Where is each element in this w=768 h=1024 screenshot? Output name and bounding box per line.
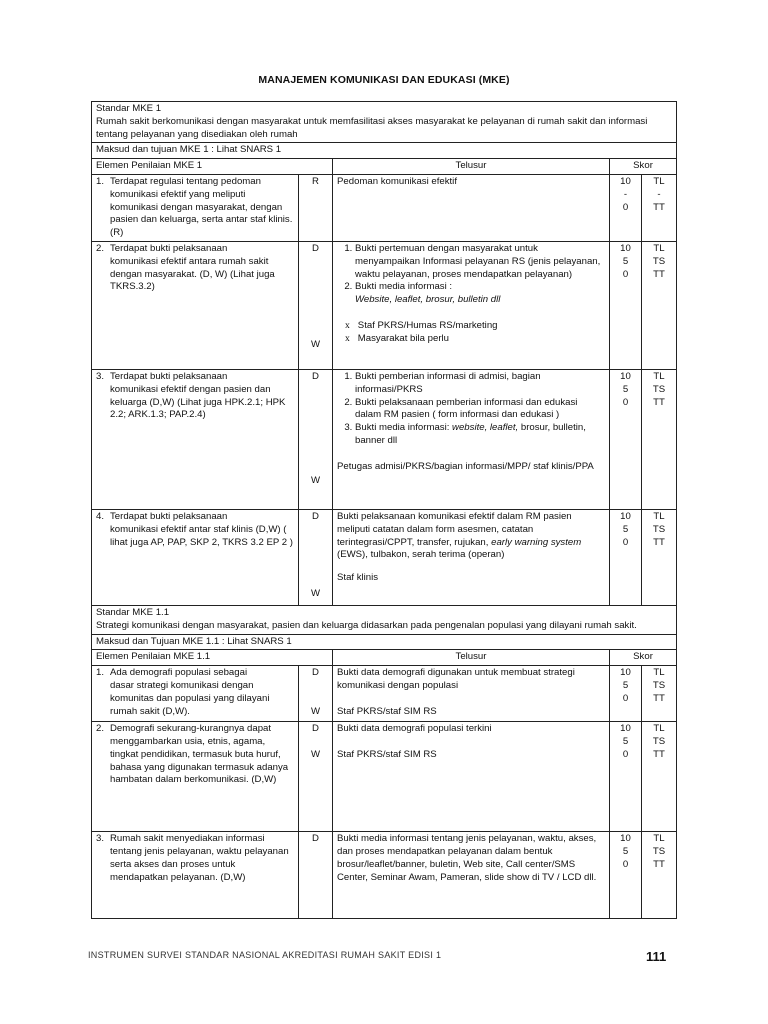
standard-row (92, 102, 677, 143)
code-cell (299, 369, 333, 509)
code-w: W (310, 705, 321, 717)
telusur-item: Staf PKRS/staf SIM RS (337, 705, 437, 717)
footer-text: INSTRUMEN SURVEI STANDAR NASIONAL AKREDITASI RUMAH SAKIT EDISI 1 (88, 950, 442, 960)
score-value: 0 (622, 536, 629, 548)
elemen-text: tentang jenis pelayanan, waktu pelayanan serta akses dan proses untuk mendapatkan pelayanan. (D,W) (110, 845, 289, 883)
score-label: TS (652, 383, 666, 395)
score-value: - (623, 188, 628, 200)
code-d: D (312, 510, 319, 522)
header-telusur: Telusur (333, 650, 610, 666)
score-label-cell (642, 509, 677, 605)
score-label: TL (653, 723, 665, 735)
row-number: 3. (96, 370, 105, 382)
telusur-item: Bukti data demografi populasi terkini (337, 723, 492, 735)
score-label: TT (653, 268, 665, 280)
elemen-text: Ada demografi populasi sebagai (110, 667, 248, 679)
telusur-item: Petugas admisi/PKRS/bagian informasi/MPP/ staf klinis/PPA (337, 460, 594, 472)
table-row (92, 666, 677, 722)
score-cell (610, 509, 642, 605)
elemen-cell (92, 722, 299, 832)
elemen-cell (92, 666, 299, 722)
score-value: 10 (620, 242, 631, 254)
score-value: 10 (620, 510, 631, 522)
score-label: TT (653, 858, 665, 870)
score-value: 5 (622, 679, 629, 691)
telusur-item: 2. Bukti pelaksanaan pemberian informasi dan edukasi dalam RM pasien ( form informasi dan edukasi ) (355, 397, 605, 423)
score-label-cell (642, 722, 677, 832)
code-cell (299, 666, 333, 722)
standard-row (92, 605, 677, 634)
row-number: 4. (96, 510, 105, 522)
code-d: D (312, 242, 319, 254)
code-w: W (310, 587, 321, 599)
row-number: 3. (96, 833, 105, 845)
row-number: 2. (96, 723, 105, 735)
code-cell (299, 832, 333, 919)
score-value: 10 (620, 370, 631, 382)
row-number: 2. (96, 242, 105, 254)
row-number: 1. (96, 175, 105, 187)
code-cell (299, 174, 333, 241)
code-r: R (312, 175, 319, 187)
score-label: TT (653, 692, 665, 704)
elemen-text: komunikasi efektif dengan pasien dan keluarga (D,W) (Lihat juga HPK.2.1; HPK 2.2; ARK.1.3; PAP.2.4) (110, 383, 286, 421)
table-row (92, 509, 677, 605)
score-value: 5 (622, 383, 629, 395)
telusur-item: x Staf PKRS/Humas RS/marketing (347, 320, 605, 333)
telusur-item: Staf PKRS/staf SIM RS (337, 748, 437, 760)
header-skor: Skor (610, 650, 677, 666)
elemen-text: menggambarkan usia, etnis, agama, tingkat pendidikan, termasuk buta huruf, bahasa yang digunakan termasuk adanya hambatan dalam berkomunikasi. (D,W) (110, 735, 289, 786)
score-label-cell (642, 241, 677, 369)
score-label: TL (653, 175, 665, 187)
score-label-cell (642, 832, 677, 919)
score-label-cell (642, 666, 677, 722)
code-d: D (312, 370, 319, 382)
header-skor: Skor (610, 159, 677, 175)
elemen-text: Terdapat regulasi tentang pedoman (110, 175, 261, 187)
score-cell (610, 666, 642, 722)
standard-text: Strategi komunikasi dengan masyarakat, pasien dan keluarga didasarkan pada pengenalan populasi yang dilayani rumah sakit. (96, 619, 637, 631)
elemen-cell (92, 174, 299, 241)
score-label: TS (652, 735, 666, 747)
score-label: TT (653, 201, 665, 213)
score-value: 5 (622, 735, 629, 747)
score-label: TL (653, 242, 665, 254)
score-cell (610, 369, 642, 509)
elemen-text: komunikasi efektif yang meliputi komunikasi dengan masyarakat, dengan pasien dan keluarga, serta antar staf klinis. (R) (110, 188, 293, 239)
score-label: TS (652, 255, 666, 267)
telusur-item: 1. Bukti pemberian informasi di admisi, bagian informasi/PKRS (355, 371, 605, 397)
telusur-item: 1. Bukti pertemuan dengan masyarakat untuk menyampaikan Informasi pelayanan RS (jenis pelayanan, waktu pelayanan, proses mendapatkan pelayanan) (355, 243, 605, 281)
code-w: W (310, 474, 321, 486)
score-label: TL (653, 370, 665, 382)
elemen-text: Terdapat bukti pelaksanaan (110, 510, 228, 522)
score-label: TT (653, 396, 665, 408)
telusur-item: 2. Bukti media informasi : Website, leaflet, brosur, bulletin dll (355, 281, 605, 307)
code-w: W (310, 748, 321, 760)
telusur-cell (333, 722, 610, 832)
code-d: D (312, 667, 319, 679)
telusur-cell (333, 369, 610, 509)
score-value: 0 (622, 396, 629, 408)
telusur-item: Bukti data demografi digunakan untuk membuat strategi komunikasi dengan populasi (337, 667, 575, 691)
telusur-cell (333, 832, 610, 919)
elemen-text: komunikasi efektif antara rumah sakit dengan masyarakat. (D, W) (Lihat juga TKRS.3.2) (110, 255, 275, 293)
score-label: TS (652, 523, 666, 535)
score-label: TT (653, 748, 665, 760)
score-value: 0 (622, 201, 629, 213)
score-value: 0 (622, 858, 629, 870)
row-number: 1. (96, 667, 105, 679)
score-cell (610, 832, 642, 919)
code-cell (299, 509, 333, 605)
header-elemen: Elemen Penilaian MKE 1 (92, 159, 333, 175)
score-label: TL (653, 510, 665, 522)
elemen-cell (92, 832, 299, 919)
elemen-cell (92, 241, 299, 369)
standard-text: Rumah sakit berkomunikasi dengan masyarakat untuk memfasilitasi akses masyarakat ke pelayanan di rumah sakit dan informasi tentang pelayanan yang disediakan oleh rumah (96, 115, 648, 140)
table-row (92, 832, 677, 919)
standard-label: Standar MKE 1 (96, 103, 162, 114)
score-value: 0 (622, 268, 629, 280)
score-cell (610, 241, 642, 369)
score-value: 10 (620, 667, 631, 679)
telusur-item: Staf klinis (337, 572, 379, 584)
maksud-text: Maksud dan tujuan MKE 1 : Lihat SNARS 1 (92, 143, 677, 159)
elemen-text: Terdapat bukti pelaksanaan (110, 370, 228, 382)
code-cell (299, 241, 333, 369)
header-row (92, 650, 677, 666)
score-label: TS (652, 845, 666, 857)
header-elemen: Elemen Penilaian MKE 1.1 (92, 650, 333, 666)
page-number: 111 (646, 949, 667, 964)
code-d: D (312, 723, 319, 735)
elemen-cell (92, 369, 299, 509)
table-row (92, 369, 677, 509)
score-label: - (657, 188, 661, 200)
maksud-row (92, 143, 677, 159)
score-label-cell (642, 174, 677, 241)
telusur-cell (333, 666, 610, 722)
elemen-cell (92, 509, 299, 605)
header-row (92, 159, 677, 175)
score-value: 10 (620, 833, 631, 845)
score-value: 5 (622, 523, 629, 535)
code-cell (299, 722, 333, 832)
score-value: 5 (622, 255, 629, 267)
score-value: 0 (622, 748, 629, 760)
telusur-cell (333, 174, 610, 241)
elemen-text: dasar strategi komunikasi dengan komunitas dan populasi yang dilayani rumah sakit (D,W). (110, 679, 270, 717)
score-value: 10 (620, 723, 631, 735)
telusur-cell (333, 241, 610, 369)
header-telusur: Telusur (333, 159, 610, 175)
code-d: D (312, 833, 319, 845)
standard-label: Standar MKE 1.1 (96, 606, 170, 618)
telusur-item: 3. Bukti media informasi: website, leaflet, brosur, bulletin, banner dll (355, 422, 605, 448)
table-row (92, 722, 677, 832)
elemen-text: Rumah sakit menyediakan informasi (110, 833, 265, 845)
elemen-text: komunikasi efektif antar staf klinis (D,W) ( lihat juga AP, PAP, SKP 2, TKRS 3.2 EP 2 ) (110, 523, 293, 548)
telusur-text: Pedoman komunikasi efektif (337, 175, 457, 187)
elemen-text: Demografi sekurang-kurangnya dapat (110, 723, 272, 735)
maksud-text: Maksud dan Tujuan MKE 1.1 : Lihat SNARS 1 (92, 634, 677, 650)
score-label: TL (653, 667, 665, 679)
score-cell (610, 174, 642, 241)
score-value: 5 (622, 845, 629, 857)
assessment-table (91, 101, 677, 919)
score-label: TS (652, 679, 666, 691)
score-cell (610, 722, 642, 832)
telusur-cell (333, 509, 610, 605)
telusur-item: Bukti media informasi tentang jenis pelayanan, waktu, akses, dan proses mendapatkan pelayanan dalam bentuk brosur/leaflet/banner, buletin, Web site, Call center/SMS Center, Seminar Awam, Pameran, slide show di TV / LCD dll. (337, 833, 597, 883)
maksud-row (92, 634, 677, 650)
table-row (92, 174, 677, 241)
telusur-item: x Masyarakat bila perlu (347, 333, 605, 346)
score-label: TL (653, 833, 665, 845)
score-value: 10 (620, 175, 631, 187)
code-w: W (310, 338, 321, 350)
score-value: 0 (622, 692, 629, 704)
telusur-item: Bukti pelaksanaan komunikasi efektif dalam RM pasien meliputi catatan dalam form asesmen, catatan terintegrasi/CPPT, transfer, rujukan, early warning system (EWS), tulbakon, serah terima (operan) (337, 510, 582, 561)
score-label: TT (653, 536, 665, 548)
table-row (92, 241, 677, 369)
elemen-text: Terdapat bukti pelaksanaan (110, 242, 228, 254)
score-label-cell (642, 369, 677, 509)
document-title: MANAJEMEN KOMUNIKASI DAN EDUKASI (MKE) (258, 74, 510, 86)
